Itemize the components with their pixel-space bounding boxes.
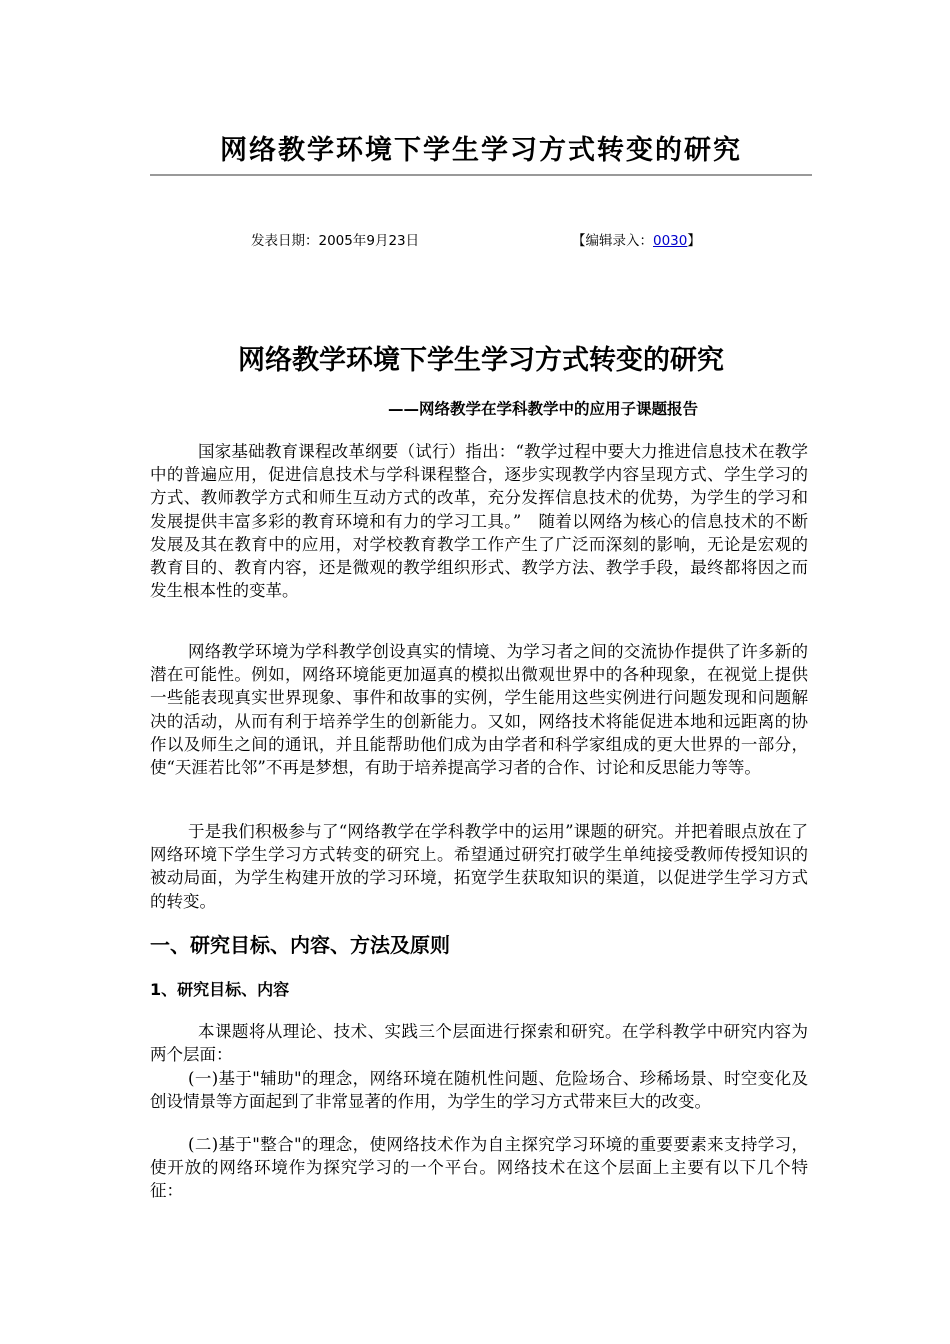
editor-link[interactable]: 0030 (653, 233, 688, 249)
article-subtitle: ——网络教学在学科教学中的应用子课题报告 (388, 400, 699, 418)
paragraph-level-2: (二)基于"整合"的理念，使网络技术作为自主探究学习环境的重要要素来支持学习，使开放的网络环境作为探究学习的一个平台。网络技术在这个层面上主要有以下几个特征： (150, 1135, 808, 1201)
paragraph-level-1: (一)基于"辅助"的理念，网络环境在随机性问题、危险场合、珍稀场景、时空变化及创设情景等方面起到了非常显著的作用，为学生的学习方式带来巨大的改变。 (150, 1069, 808, 1112)
subsection-heading: 1、研究目标、内容 (150, 980, 290, 999)
section-heading: 一、研究目标、内容、方法及原则 (150, 933, 450, 957)
editor-info (572, 229, 701, 249)
paragraph-intro-2: 网络教学环境为学科教学创设真实的情境、为学习者之间的交流协作提供了许多新的潜在可能性。例如，网络环境能更加逼真的模拟出微观世界中的各种现象，在视觉上提供一些能表现真实世界现象、事件和故事的实例，学生能用这些实例进行问题发现和问题解决的活动，从而有利于培养学生的创新能力。又如，网络技术将能促进本地和远距离的协作以及师生之间的通讯，并且能帮助他们成为由学者和科学家组成的更大世界的一部分，使“天涯若比邻”不再是梦想，有助于培养提高学习者的合作、讨论和反思能力等等。 (150, 642, 808, 778)
article-title: 网络教学环境下学生学习方式转变的研究 (238, 345, 724, 376)
paragraph-research-content: 本课题将从理论、技术、实践三个层面进行探索和研究。在学科教学中研究内容为两个层面： (150, 1022, 808, 1065)
title-divider (150, 174, 812, 176)
editor-prefix: 【编辑录入： (572, 233, 653, 249)
editor-suffix: 】 (687, 233, 701, 249)
paragraph-intro-3: 于是我们积极参与了“网络教学在学科教学中的运用”课题的研究。并把着眼点放在了网络环境下学生学习方式转变的研究上。希望通过研究打破学生单纯接受教师传授知识的被动局面，为学生构建开放的学习环境，拓宽学生获取知识的渠道，以促进学生学习方式的转变。 (150, 822, 808, 911)
publish-date: 发表日期：2005年9月23日 (251, 233, 420, 249)
paragraph-intro-1: 国家基础教育课程改革纲要（试行）指出：“教学过程中要大力推进信息技术在教学中的普遍应用，促进信息技术与学科课程整合，逐步实现教学内容呈现方式、学生学习的方式、教师教学方式和师生互动方式的改革，充分发挥信息技术的优势，为学生的学习和发展提供丰富多彩的教育环境和有力的学习工具。” 随着以网络为核心的信息技术的不断发展及其在教育中的应用，对学校教育教学工作产生了广泛而深刻的影响，无论是宏观的教育目的、教育内容，还是微观的教学组织形式、教学方法、教学手段，最终都将因之而发生根本性的变革。 (150, 442, 808, 601)
page-title: 网络教学环境下学生学习方式转变的研究 (220, 135, 742, 166)
